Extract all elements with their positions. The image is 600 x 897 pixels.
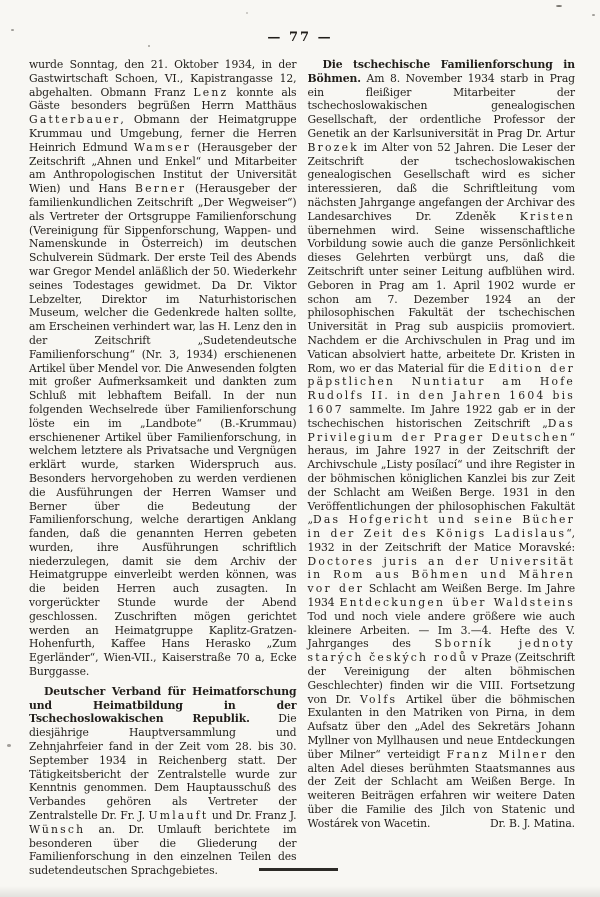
letterspaced-name: Edition der päpstlichen Nuntiatur am Hofe Rudolfs II. in den Jahren 1604 bis 1607 [307, 361, 575, 416]
text-segment: (Herausgeber der familienkundlichen Zeitschrift „Der Wegweiser“) als Vertreter der Ortsgruppe Familienforschung (Vereinigung für Sippenforschung, Wappen- und Namenskunde in Österreich) im deutschen Schulverein Südmark. Der erste Teil des Abends war Gregor Mendel anläßlich der 50. Wiederkehr seines Todestages gewidmet. Da Dr. Viktor Lebzelter, Direktor im Naturhistorischen Museum, welcher die Gedenkrede halten sollte, am Erscheinen verhindert war, las H. Lenz den in der Zeitschrift „Sudetendeutsche Familienforschung“ (Nr. 3, 1934) erschienenen Artikel über Mendel vor. Die Anwesenden folgten mit großer Aufmerksamkeit und dankten zum Schluß mit lebhaftem Beifall. In der nun folgenden Wechselrede über Familienforschung löste ein im „Landbote“ (B.-Krummau) erschienener Artikel über Familienforschung, in welchem letztere als Privatsache und Vergnügen erklärt wurde, starken Widerspruch aus. Besonders hervorgehoben zu werden verdienen die Ausführungen der Herren Wamser und Berner über die Bedeutung der Familienforschung, welche derartigen Anklang fanden, daß die genannten Herren gebeten wurden, ihre Ausführungen schriftlich niederzulegen, damit sie dem Archiv der Heimatgruppe einverleibt werden können, was die beiden Herren auch zusagten. In vorgerückter Stunde wurde der Abend geschlossen. Zuschriften mögen gerichtet werden an Heimatgruppe Kaplitz-Gratzen-Hohenfurth, Kaffee Hans Herasko „Zum Egerländer“, Wien-VII., Kaiserstraße 70 a, Ecke Burggasse. [29, 182, 297, 679]
article-heading: Die tschechische Familienforschung in Böhmen. [307, 58, 575, 85]
letterspaced-name: Kristen [519, 209, 575, 223]
letterspaced-name: Wünsch [29, 822, 86, 836]
paragraph [29, 58, 297, 679]
text-segment: v Praze (Zeitschrift der Vereinigung der alten böhmischen Geschlechter) finden wir die VIII. Fortsetzung von Dr. [307, 651, 575, 706]
letterspaced-name: Sborník jednoty starých českých rodů [307, 637, 575, 665]
letterspaced-name: Lenz [193, 85, 229, 99]
two-column-layout [29, 58, 575, 878]
letterspaced-name: Das Privilegium der Prager Deutschen [307, 416, 575, 444]
letterspaced-name: Brozek [307, 140, 359, 154]
scan-speck [7, 744, 11, 747]
text-segment: konnte als Gäste besonders begrüßen Herrn Matthäus [29, 85, 297, 113]
text-segment: den alten Adel dieses berühmten Staatsmannes aus der Zeit der Schlacht am Weißen Berge. In weiteren Beiträgen erfahren wir weitere Daten über die Familie des Jilch von Statenic und Wostárek von Wacetin. [307, 747, 575, 830]
text-segment: “, 1932 in der Zeitschrift der Matice Moravské: [307, 527, 575, 554]
text-segment: im Alter von 52 Jahren. Die Leser der Zeitschrift der tschechoslowakischen genealogischen Gesellschaft wird es sicher interessieren, daß die Schriftleitung vom nächsten Jahrgange angefangen der Archivar des Landesarchives Dr. Zdeněk [307, 140, 575, 223]
article-end-rule [259, 868, 338, 871]
text-segment: Am 8. November 1934 starb in Prag ein fleißiger Mitarbeiter der tschechoslowakischen genealogischen Gesellschaft, der ordentliche Professor der Genetik an der Karlsuniversität in Prag Dr. Artur [307, 71, 575, 140]
author-signature: Dr. B. J. Matina. [489, 816, 575, 830]
scan-speck [11, 29, 14, 31]
paragraph [29, 685, 297, 878]
scan-speck [592, 14, 595, 16]
text-segment: “ heraus, im Jahre 1927 in der Zeitschrift der Archivschule „Listy posílací“ und ihre Register in der böhmischen königlichen Kanzlei bis zur Zeit der Schlacht am Weißen Berge. 1931 in den Veröffentlichungen der philosophischen Fakultät „ [307, 430, 575, 527]
text-segment: wurde Sonntag, den 21. Oktober 1934, in der Gastwirtschaft Schoen, VI., Kapistrangasse 12, abgehalten. Obmann Franz [29, 58, 297, 99]
page-number: — 77 — [267, 30, 333, 45]
article-heading: Deutscher Verband für Heimatforschung und Heimatbildung in der Tschechoslowakischen Republik. [29, 684, 297, 726]
text-segment: übernehmen wird. Seine wissenschaftliche Vorbildung sowie auch die ganze Persönlichkeit dieses Gelehrten verbürgt uns, daß die Zeitschrift unter seiner Leitung aufblühen wird. Geboren in Prag am 1. April 1902 wurde er schon am 7. Dezember 1924 an der philosophischen Fakultät der tschechischen Universität in Prag sub auspiciis promoviert. Nachdem er die Archivschulen in Prag und im Vatican absolviert hatte, arbeitete Dr. Kristen in Rom, wo er das Material für die [307, 223, 575, 375]
letterspaced-name: Volfs [359, 692, 398, 706]
text-segment: Tod und noch viele andere größere wie auch kleinere Arbeiten. — Im 3.—4. Hefte des V. Jahrganges des [307, 609, 575, 651]
letterspaced-name: Umlauft [148, 809, 209, 823]
letterspaced-name: Entdeckungen über Waldsteins [339, 596, 575, 610]
scan-speck [148, 45, 150, 47]
letterspaced-name: Doctores juris an der Universität in Rom aus Böhmen und Mähren vor der [307, 554, 575, 596]
letterspaced-name: Gatterbauer [29, 113, 121, 127]
text-segment: Schlacht am Weißen Berge. Im Jahre 1934 [307, 582, 575, 610]
scan-speck [246, 12, 248, 14]
text-segment: Die diesjährige Hauptversammlung und Zehnjahrfeier fand in der Zeit vom 28. bis 30. September 1934 in Reichenberg statt. Der Tätigkeitsbericht der Zentralstelle wurde zur Kenntnis genommen. Dem Hauptausschuß des Verbandes gehören als Vertreter der Zentralstelle Dr. Fr. J. [29, 712, 297, 823]
letterspaced-name: Franz Milner [446, 747, 549, 761]
left-column [29, 58, 297, 878]
text-segment: und Dr. Franz J. [208, 809, 297, 823]
right-column [308, 58, 576, 878]
letterspaced-name: Wamser [133, 140, 192, 154]
text-segment: (Herausgeber der Zeitschrift „Ahnen und Enkel“ und Mitarbeiter am Anthropologischen Institut der Universität Wien) und Hans [29, 140, 297, 196]
text-segment: , Obmann der Heimatgruppe Krummau und Umgebung, ferner die Herren Heinrich Edmund [29, 113, 297, 154]
text-segment: Artikel über die böhmischen Exulanten in den Matriken von Pirna, in dem Aufsatz über den „Adel des Sekretärs Johann Myllner von Myllhausen und neue Entdeckungen über Milner“ verteidigt [307, 692, 575, 761]
text-segment: sammelte. Im Jahre 1922 gab er in der tschechischen historischen Zeitschrift „ [307, 402, 575, 430]
scan-edge-shadow [0, 886, 600, 897]
paragraph [308, 58, 576, 831]
scan-speck [556, 5, 562, 7]
letterspaced-name: Berner [135, 182, 187, 196]
text-segment: an. Dr. Umlauft berichtete im besonderen über die Gliederung der Familienforschung in den einzelnen Teilen des sudetendeutschen Sprachgebietes. [29, 822, 297, 878]
letterspaced-name: Das Hofgericht und seine Bücher in der Zeit des Königs Ladislaus [307, 513, 575, 541]
